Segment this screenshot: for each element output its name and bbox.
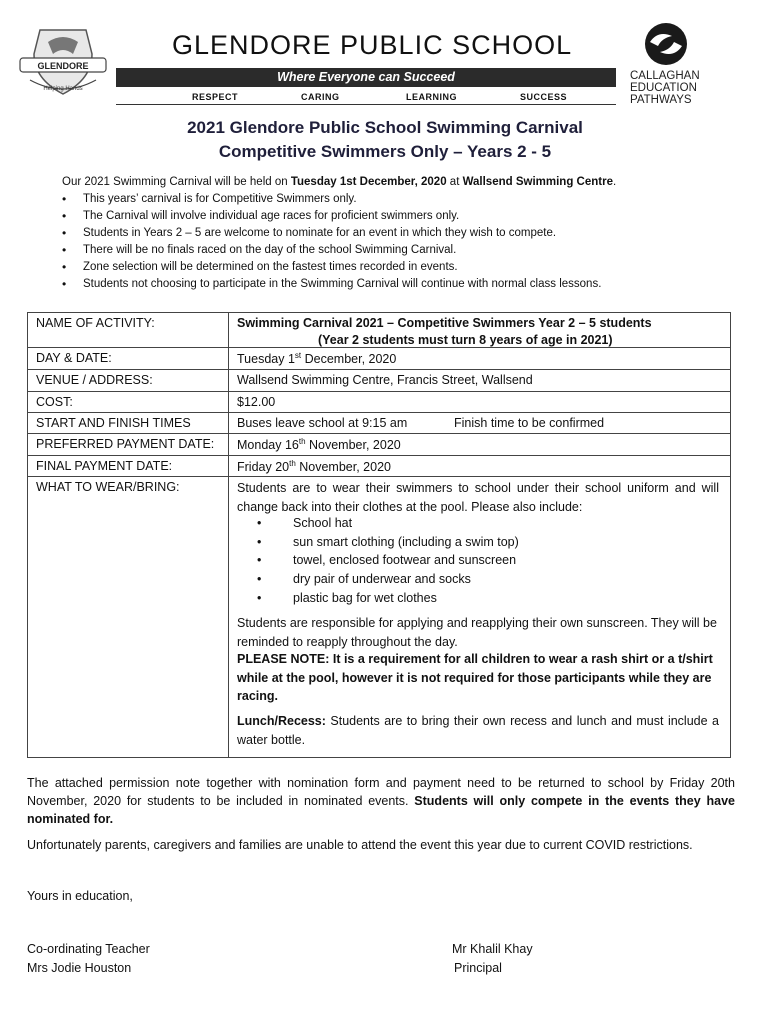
return-instructions: The attached permission note together with nomination form and payment need to be returned to school by Friday 20th November, 2020 for students to be included in nominated events. Students will only compete in the events they have nominated for. xyxy=(27,776,735,826)
table-row-divider xyxy=(228,455,730,456)
table-row-divider xyxy=(228,369,730,370)
cost-label: COST: xyxy=(36,395,73,409)
carnival-subtitle: Competitive Swimmers Only – Years 2 - 5 xyxy=(218,142,552,161)
list-item: • sun smart clothing (including a swim top) xyxy=(257,533,519,552)
teacher-title: Co-ordinating Teacher xyxy=(27,942,150,956)
list-item: • plastic bag for wet clothes xyxy=(257,589,519,608)
table-column-divider xyxy=(228,312,229,757)
final-payment-label: FINAL PAYMENT DATE: xyxy=(36,459,173,473)
list-item: • Students in Years 2 – 5 are welcome to nominate for an event in which they wish to compete. xyxy=(62,225,601,242)
date-value: Tuesday 1st December, 2020 xyxy=(237,351,397,367)
sunscreen-note: Students are responsible for applying and reapplying their own sunscreen. They will be reminded to reapply throughout the day. xyxy=(237,616,717,649)
sign-off: Yours in education, xyxy=(27,889,133,903)
wear-bring-text: Students are to wear their swimmers to school under their school uniform and will change back into their clothes at the pool. Please also include: xyxy=(237,481,719,514)
school-crest-logo xyxy=(18,24,108,98)
school-name: GLENDORE PUBLIC SCHOOL xyxy=(172,30,573,60)
venue-label: VENUE / ADDRESS: xyxy=(36,373,153,387)
principal-title: Principal xyxy=(454,961,502,975)
value-success: SUCCESS xyxy=(520,92,568,102)
covid-notice: Unfortunately parents, caregivers and families are unable to attend the event this year due to current COVID restrictions. xyxy=(27,838,693,852)
table-row-divider xyxy=(27,476,230,477)
list-item: • towel, enclosed footwear and sunscreen xyxy=(257,551,519,570)
final-payment-value: Friday 20th November, 2020 xyxy=(237,459,391,475)
activity-value: Swimming Carnival 2021 – Competitive Swimmers Year 2 – 5 students xyxy=(237,316,652,330)
venue-value: Wallsend Swimming Centre, Francis Street, Wallsend xyxy=(237,373,533,387)
list-item: • This years’ carnival is for Competitive Swimmers only. xyxy=(62,191,601,208)
list-item: • Students not choosing to participate in the Swimming Carnival will continue with normal class lessons. xyxy=(62,276,601,293)
preferred-payment-label: PREFERRED PAYMENT DATE: xyxy=(36,437,215,451)
cost-value: $12.00 xyxy=(237,395,276,409)
table-row-divider xyxy=(27,433,230,434)
principal-name: Mr Khalil Khay xyxy=(452,942,533,956)
value-learning: LEARNING xyxy=(406,92,457,102)
times-label: START AND FINISH TIMES xyxy=(36,416,191,430)
table-row-divider xyxy=(228,412,730,413)
table-row-divider xyxy=(27,347,230,348)
table-row-divider xyxy=(27,455,230,456)
rash-shirt-note: PLEASE NOTE: It is a requirement for all children to wear a rash shirt or a t/shirt while at the pool, however it is not required for those participants while they are racing. xyxy=(237,652,713,703)
table-row-divider xyxy=(228,391,730,392)
wear-bring-label: WHAT TO WEAR/BRING: xyxy=(36,480,180,494)
activity-note: (Year 2 students must turn 8 years of age in 2021) xyxy=(318,333,613,347)
value-caring: CARING xyxy=(301,92,340,102)
list-item: • There will be no finals raced on the day of the school Swimming Carnival. xyxy=(62,242,601,259)
svg-text:Helping Hands: Helping Hands xyxy=(43,86,83,92)
table-row-divider xyxy=(228,433,730,434)
table-row-divider xyxy=(228,476,730,477)
date-label: DAY & DATE: xyxy=(36,351,112,365)
activity-label: NAME OF ACTIVITY: xyxy=(36,316,155,330)
carnival-info-list xyxy=(62,191,601,293)
teacher-name: Mrs Jodie Houston xyxy=(27,961,132,975)
lunch-recess-note: Lunch/Recess: Students are to bring their own recess and lunch and must include a water bottle. xyxy=(237,714,719,747)
start-time-value: Buses leave school at 9:15 am xyxy=(237,416,408,430)
table-row-divider xyxy=(27,369,230,370)
preferred-payment-value: Monday 16th November, 2020 xyxy=(237,437,401,453)
school-tagline: Where Everyone can Succeed xyxy=(116,68,616,87)
school-values xyxy=(116,90,616,105)
list-item: • Zone selection will be determined on the fastest times recorded in events. xyxy=(62,259,601,276)
finish-time-value: Finish time to be confirmed xyxy=(454,416,605,430)
intro-paragraph: Our 2021 Swimming Carnival will be held on Tuesday 1st December, 2020 at Wallsend Swimming Centre. xyxy=(62,176,617,188)
carnival-title: 2021 Glendore Public School Swimming Carnival xyxy=(187,118,583,137)
list-item: • The Carnival will involve individual age races for proficient swimmers only. xyxy=(62,208,601,225)
list-item: • dry pair of underwear and socks xyxy=(257,570,519,589)
partner-name: CALLAGHAN EDUCATION PATHWAYS xyxy=(630,70,700,106)
list-item: • School hat xyxy=(257,514,519,533)
svg-text:GLENDORE: GLENDORE xyxy=(37,61,89,71)
table-row-divider xyxy=(27,412,230,413)
table-row-divider xyxy=(27,391,230,392)
value-respect: RESPECT xyxy=(192,92,239,102)
wear-bring-list xyxy=(257,514,519,608)
table-row-divider xyxy=(228,347,730,348)
